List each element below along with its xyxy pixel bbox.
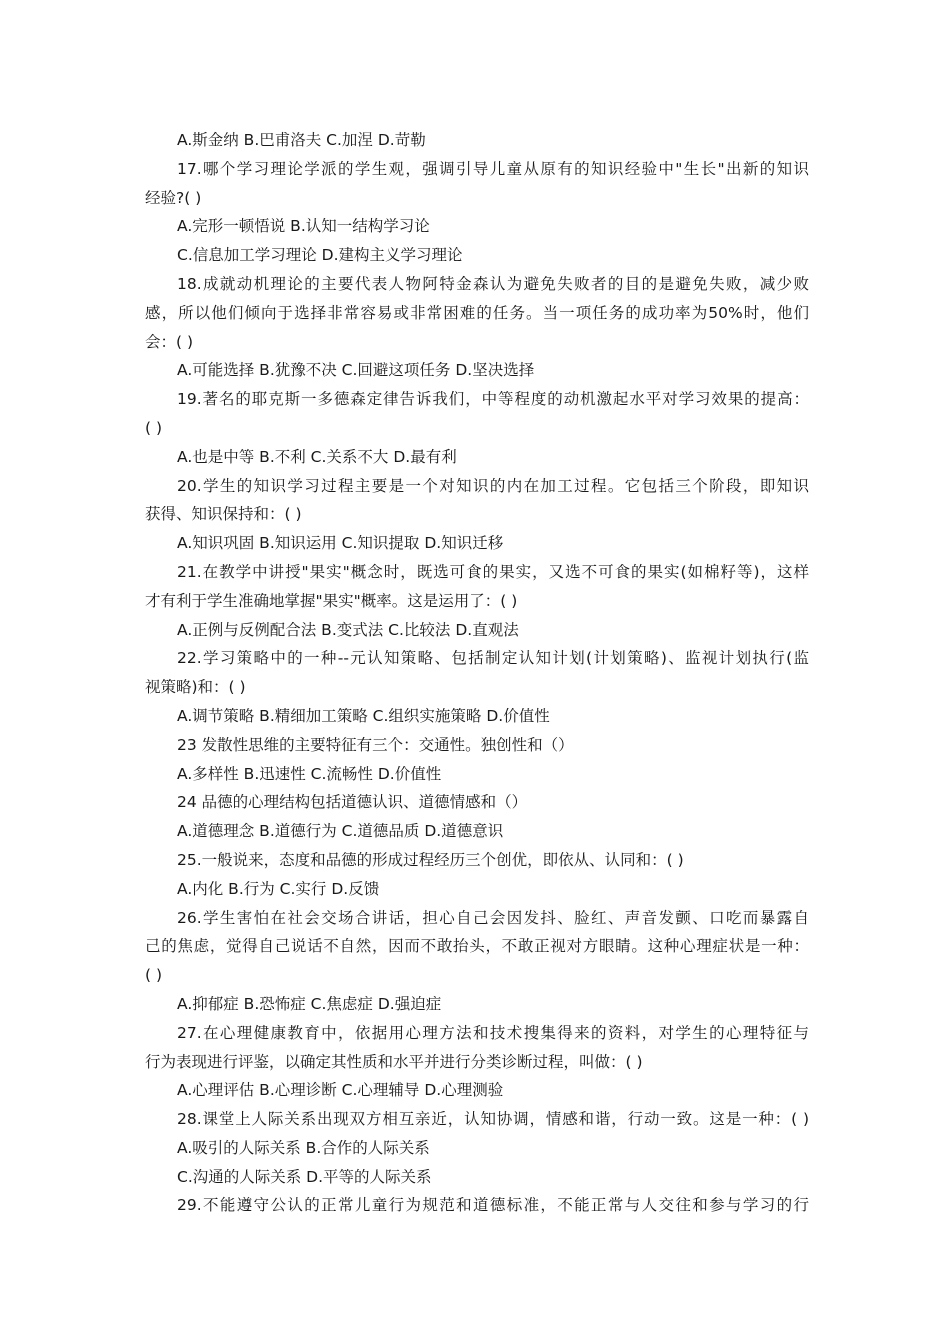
question-text-body (145, 126, 809, 1220)
text-line: 21.在教学中讲授"果实"概念时，既选可食的果实，又选不可食的果实(如棉籽等)，这样 (177, 562, 809, 581)
text-line: 28.课堂上人际关系出现双方相互亲近，认知协调，情感和谐，行动一致。这是一种：( ) (177, 1110, 809, 1129)
text-line: A.也是中等 B.不利 C.关系不大 D.最有利 (177, 447, 457, 466)
text-line: 22.学习策略中的一种--元认知策略、包括制定认知计划(计划策略)、监视计划执行(监 (177, 649, 809, 668)
text-line: 29.不能遵守公认的正常儿童行为规范和道德标准，不能正常与人交往和参与学习的行 (177, 1196, 809, 1215)
text-line: A.内化 B.行为 C.实行 D.反馈 (177, 879, 380, 898)
text-line: 行为表现进行评鉴，以确定其性质和水平并进行分类诊断过程，叫做：( ) (145, 1052, 643, 1071)
text-line: 25.一般说来，态度和品德的形成过程经历三个创优，即依从、认同和：( ) (177, 850, 684, 869)
text-line: 感，所以他们倾向于选择非常容易或非常困难的任务。当一项任务的成功率为50%时，他们 (145, 303, 809, 322)
text-line: ( ) (145, 418, 163, 437)
text-line: C.信息加工学习理论 D.建构主义学习理论 (177, 246, 463, 265)
text-line: A.道德理念 B.道德行为 C.道德品质 D.道德意识 (177, 822, 504, 841)
text-line: A.多样性 B.迅速性 C.流畅性 D.价值性 (177, 764, 442, 783)
text-line: A.吸引的人际关系 B.合作的人际关系 (177, 1138, 430, 1157)
text-line: 己的焦虑，觉得自己说话不自然，因而不敢抬头，不敢正视对方眼睛。这种心理症状是一种： (145, 937, 809, 956)
text-line: 才有利于学生准确地掌握"果实"概率。这是运用了：( ) (145, 591, 518, 610)
text-line: 27.在心理健康教育中，依据用心理方法和技术搜集得来的资料，对学生的心理特征与 (177, 1023, 809, 1042)
text-line: 视策略)和：( ) (145, 678, 246, 697)
text-line: A.斯金纳 B.巴甫洛夫 C.加涅 D.苛勒 (177, 131, 426, 149)
text-line: 获得、知识保持和：( ) (145, 505, 302, 524)
text-line: C.沟通的人际关系 D.平等的人际关系 (177, 1167, 432, 1186)
text-line: A.调节策略 B.精细加工策略 C.组织实施策略 D.价值性 (177, 706, 550, 725)
text-line: A.可能选择 B.犹豫不决 C.回避这项任务 D.坚决选择 (177, 361, 535, 380)
text-line: A.正例与反例配合法 B.变式法 C.比较法 D.直观法 (177, 620, 519, 639)
text-line: 18.成就动机理论的主要代表人物阿特金森认为避免失败者的目的是避免失败，减少败 (177, 274, 809, 293)
text-line: 23 发散性思维的主要特征有三个：交通性。独创性和（） (177, 735, 574, 754)
text-line: A.抑郁症 B.恐怖症 C.焦虑症 D.强迫症 (177, 994, 442, 1013)
text-line: 会：( ) (145, 332, 194, 351)
text-line: 24 品德的心理结构包括道德认识、道德情感和（） (177, 793, 528, 812)
text-line: 19.著名的耶克斯一多德森定律告诉我们，中等程度的动机激起水平对学习效果的提高： (177, 390, 809, 409)
text-line: 26.学生害怕在社会交场合讲话，担心自己会因发抖、脸红、声音发颤、口吃而暴露自 (177, 908, 809, 927)
text-line: ( ) (145, 966, 163, 985)
text-line: 17.哪个学习理论学派的学生观，强调引导儿童从原有的知识经验中"生长"出新的知识 (177, 159, 809, 178)
text-line: A.完形一顿悟说 B.认知一结构学习论 (177, 217, 430, 236)
text-line: 经验?( ) (145, 188, 202, 207)
text-line: A.心理评估 B.心理诊断 C.心理辅导 D.心理测验 (177, 1081, 504, 1100)
text-line: A.知识巩固 B.知识运用 C.知识提取 D.知识迁移 (177, 534, 504, 553)
text-line: 20.学生的知识学习过程主要是一个对知识的内在加工过程。它包括三个阶段，即知识 (177, 476, 809, 495)
